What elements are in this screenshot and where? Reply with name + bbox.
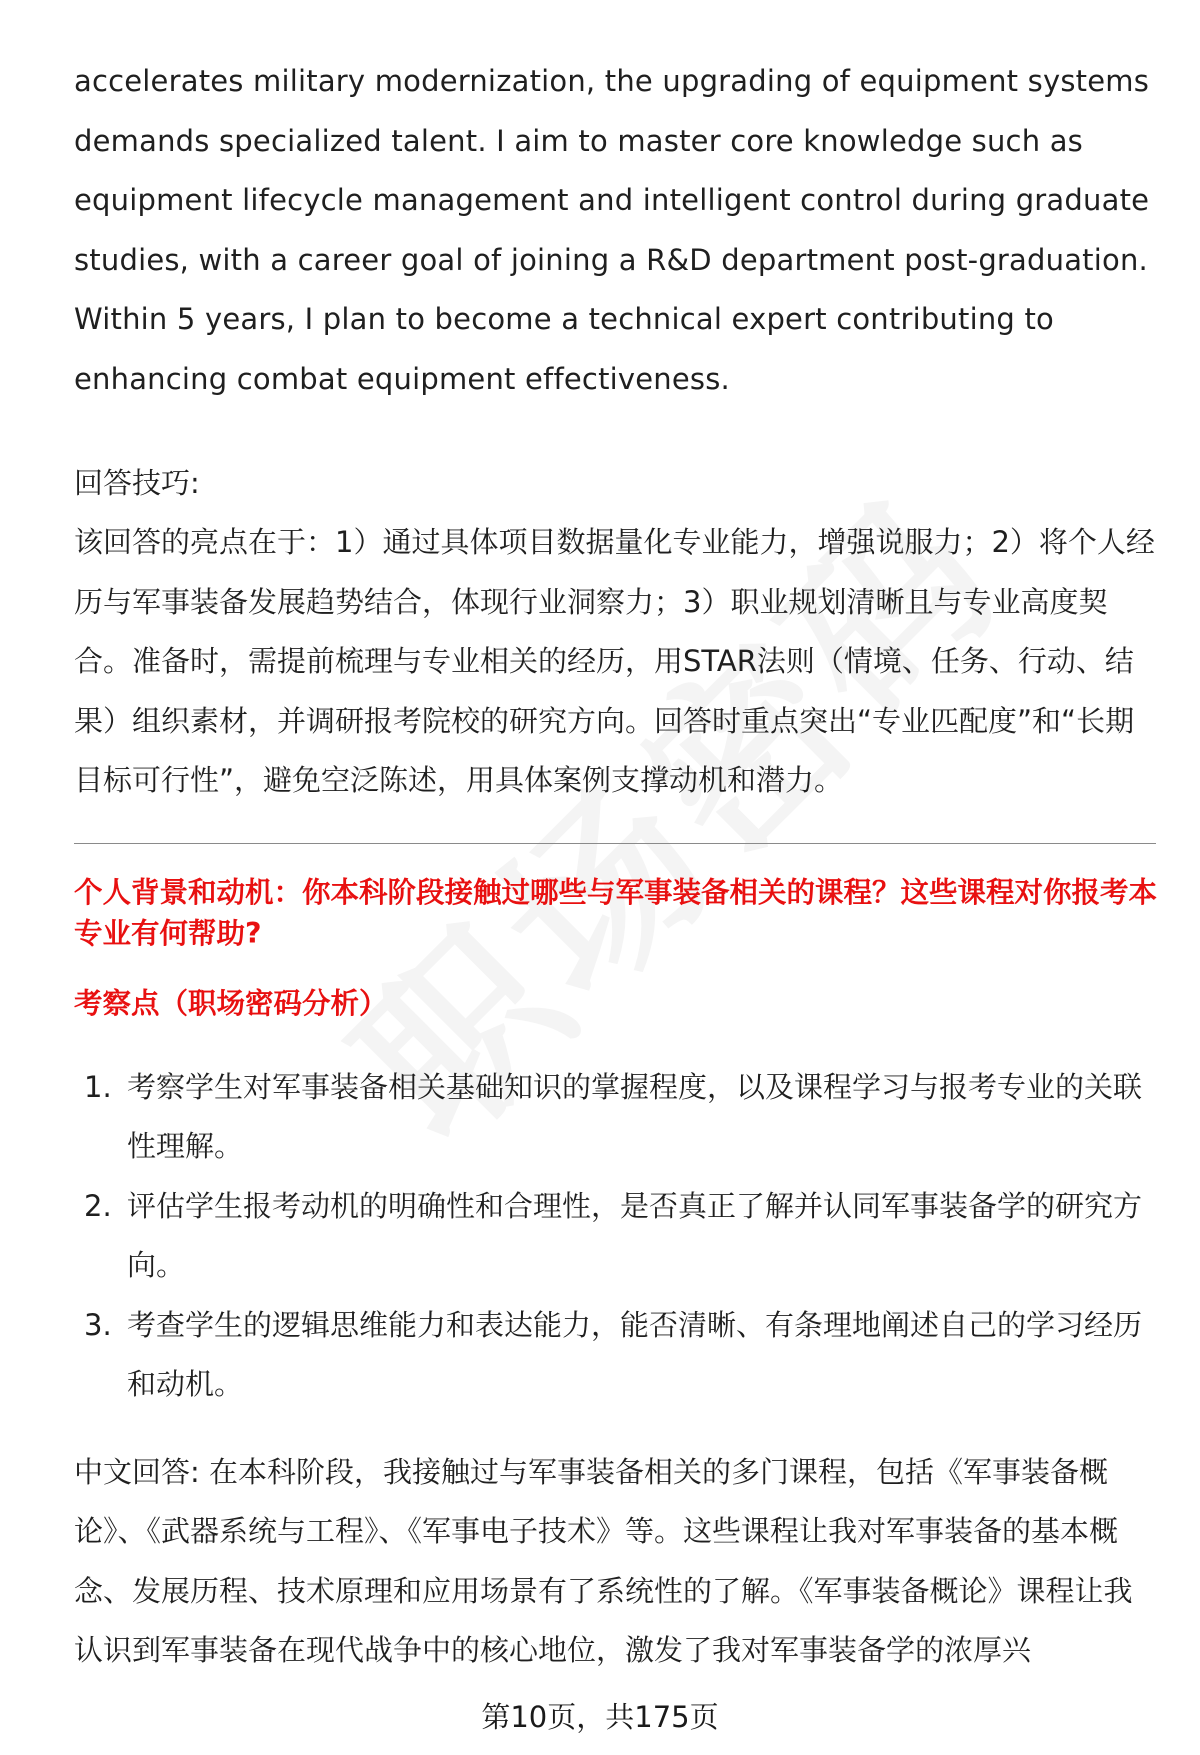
answer-label: 中文回答: <box>74 1454 200 1489</box>
list-item-number: 2. <box>84 1188 112 1223</box>
list-item-text: 评估学生报考动机的明确性和合理性，是否真正了解并认同军事装备学的研究方向。 <box>127 1188 1143 1282</box>
question-title: 个人背景和动机：你本科阶段接触过哪些与军事装备相关的课程？这些课程对你报考本专业有何帮助? <box>74 875 1158 950</box>
list-item-number: 3. <box>84 1307 112 1342</box>
list-item <box>74 1058 1159 1177</box>
list-item-text: 考查学生的逻辑思维能力和表达能力，能否清晰、有条理地阐述自己的学习经历和动机。 <box>127 1307 1143 1401</box>
list-item-number: 1. <box>84 1069 112 1104</box>
focus-heading: 考察点（职场密码分析） <box>74 986 388 1020</box>
intro-english-paragraph: accelerates military modernization, the upgrading of equipment systems demands specialized talent. I aim to master core knowledge such as equipment lifecycle management and intelligent control during graduate studies, with a career goal of joining a R&D department post-graduation. Within 5 years, I plan to become a technical expert contributing to enhancing combat equipment effectiveness. <box>74 64 1150 396</box>
focus-points-list <box>74 1058 1159 1415</box>
list-item <box>74 1296 1159 1415</box>
page-number-footer: 第10页，共175页 <box>481 1700 719 1734</box>
document-page <box>74 52 1159 1681</box>
list-item-text: 考察学生对军事装备相关基础知识的掌握程度，以及课程学习与报考专业的关联性理解。 <box>127 1069 1143 1163</box>
tips-paragraph: 该回答的亮点在于：1）通过具体项目数据量化专业能力，增强说服力；2）将个人经历与军事装备发展趋势结合，体现行业洞察力；3）职业规划清晰且与专业高度契合。准备时，需提前梳理与专业相关的经历，用STAR法则（情境、任务、行动、结果）组织素材，并调研报考院校的研究方向。回答时重点突出“专业匹配度”和“长期目标可行性”，避免空泛陈述，用具体案例支撑动机和潜力。 <box>74 525 1155 797</box>
tips-label: 回答技巧: <box>74 466 200 500</box>
answer-paragraph <box>74 1443 1159 1681</box>
section-divider <box>74 843 1156 844</box>
answer-text: 在本科阶段，我接触过与军事装备相关的多门课程，包括《军事装备概论》、《武器系统与工程》、《军事电子技术》等。这些课程让我对军事装备的基本概念、发展历程、技术原理和应用场景有了系统性的了解。《军事装备概论》课程让我认识到军事装备在现代战争中的核心地位，激发了我对军事装备学的浓厚兴 <box>74 1454 1133 1667</box>
list-item <box>74 1177 1159 1296</box>
